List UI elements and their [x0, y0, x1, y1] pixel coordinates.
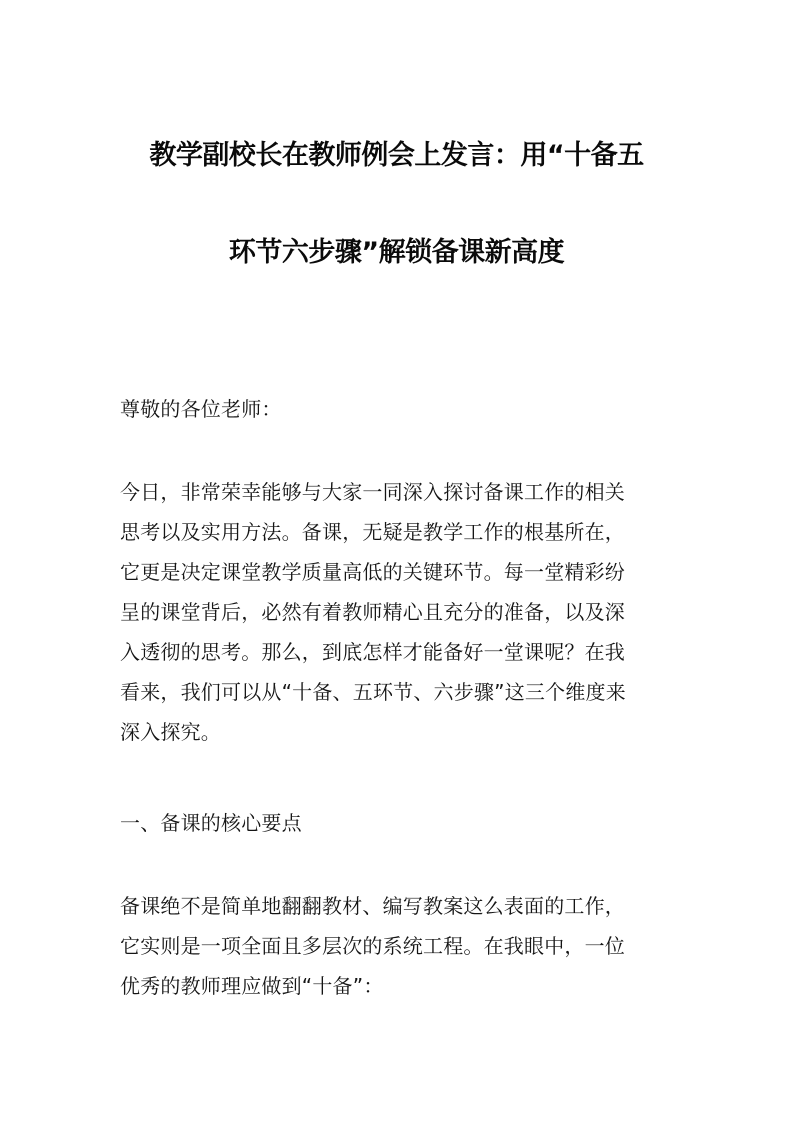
salutation — [120, 389, 680, 429]
paragraph-core-points — [120, 886, 680, 1006]
paragraph-line: 备课绝不是简单地翻翻教材、编写教案这么表面的工作， — [120, 894, 625, 918]
paragraph-line: 优秀的教师理应做到“十备”： — [120, 974, 384, 998]
paragraph-line: 思考以及实用方法。备课，无疑是教学工作的根基所在， — [120, 520, 625, 544]
paragraph-line: 深入探究。 — [120, 720, 221, 744]
paragraph-line: 入透彻的思考。那么，到底怎样才能备好一堂课呢？在我 — [120, 640, 625, 664]
paragraph-line: 看来，我们可以从“十备、五环节、六步骤”这三个维度来 — [120, 680, 626, 704]
paragraph-line: 它实则是一项全面且多层次的系统工程。在我眼中，一位 — [120, 934, 625, 958]
salutation-text: 尊敬的各位老师： — [120, 397, 282, 421]
paragraph-line: 今日，非常荣幸能够与大家一同深入探讨备课工作的相关 — [120, 480, 625, 504]
section-heading-1 — [120, 803, 680, 843]
section-heading-text: 一、备课的核心要点 — [120, 811, 302, 835]
document-title-line-2: 环节六步骤”解锁备课新高度 — [228, 237, 565, 268]
paragraph-intro — [120, 472, 680, 752]
paragraph-line: 它更是决定课堂教学质量高低的关键环节。每一堂精彩纷 — [120, 560, 625, 584]
paragraph-line: 呈的课堂背后，必然有着教师精心且充分的准备，以及深 — [120, 600, 625, 624]
document-title-line-1: 教学副校长在教师例会上发言：用“十备五 — [149, 140, 644, 171]
